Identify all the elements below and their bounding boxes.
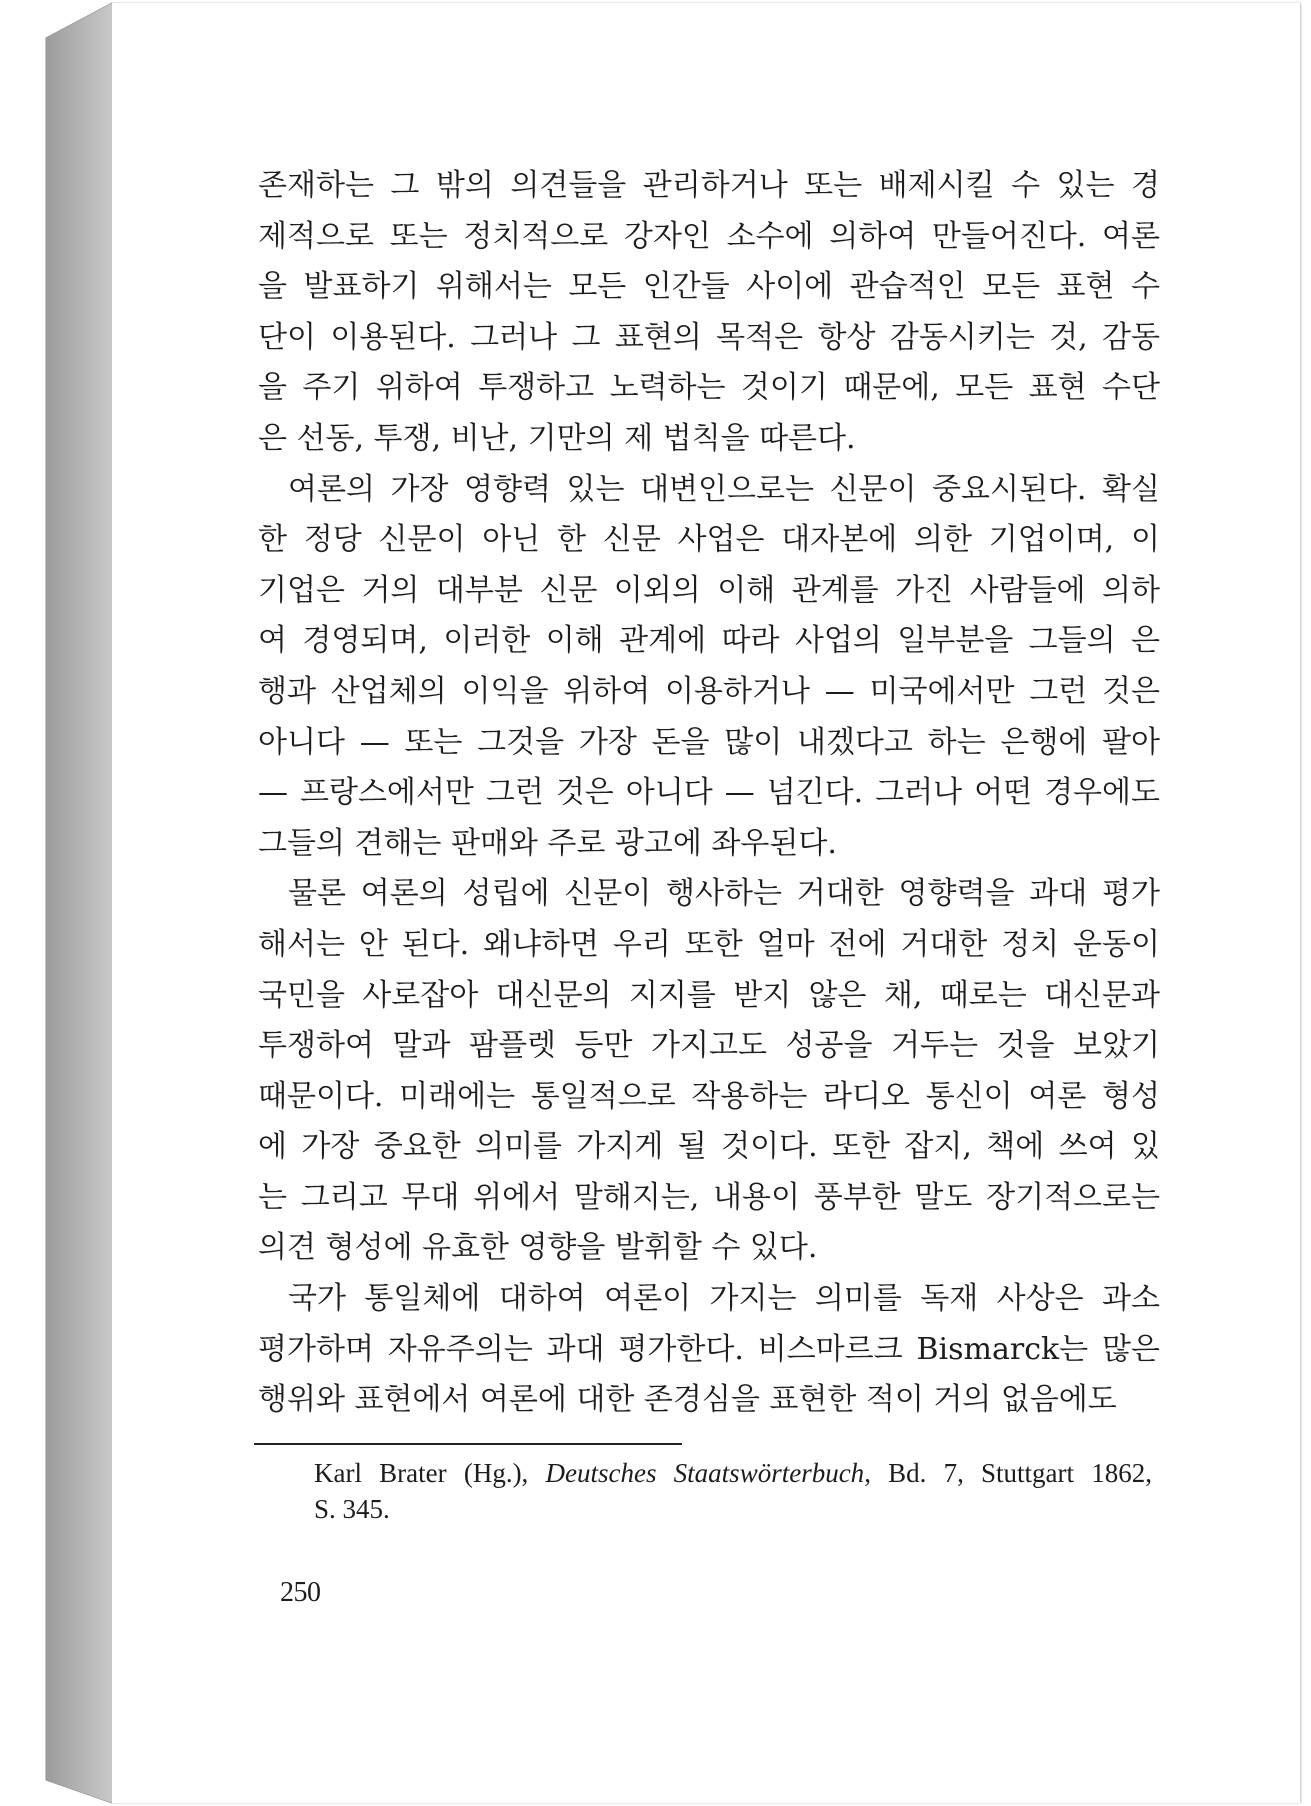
paragraph <box>258 465 1160 870</box>
footnote-author: Karl Brater (Hg.), <box>314 1458 546 1488</box>
text-line: 여 경영되며, 이러한 이해 관계에 따라 사업의 일부분을 그들의 은 <box>258 623 1160 659</box>
text-line: 물론 여론의 성립에 신문이 행사하는 거대한 영향력을 과대 평가 <box>288 876 1160 912</box>
text-line: 을 발표하기 위해서는 모든 인간들 사이에 관습적인 모든 표현 수 <box>258 269 1160 305</box>
footnote <box>314 1455 1152 1527</box>
text-line: 에 가장 중요한 의미를 가지게 될 것이다. 또한 잡지, 책에 쓰여 있 <box>258 1129 1160 1165</box>
text-line: 해서는 안 된다. 왜냐하면 우리 또한 얼마 전에 거대한 정치 운동이 <box>258 926 1160 962</box>
paragraph <box>258 161 1160 465</box>
paragraph <box>258 1274 1160 1426</box>
text-line: 아니다 — 또는 그것을 가장 돈을 많이 내겠다고 하는 은행에 팔아 <box>258 724 1160 760</box>
text-line: 때문이다. 미래에는 통일적으로 작용하는 라디오 통신이 여론 형성 <box>258 1078 1160 1114</box>
text-line: 단이 이용된다. 그러나 그 표현의 목적은 항상 감동시키는 것, 감동 <box>258 319 1160 355</box>
text-line: 투쟁하여 말과 팜플렛 등만 가지고도 성공을 거두는 것을 보았기 <box>258 1028 1160 1064</box>
footnote-details: , Bd. 7, Stuttgart 1862, <box>864 1458 1152 1488</box>
text-line: — 프랑스에서만 그런 것은 아니다 — 넘긴다. 그러나 어떤 경우에도 <box>258 775 1160 811</box>
text-line: 기업은 거의 대부분 신문 이외의 이해 관계를 가진 사람들에 의하 <box>258 572 1160 608</box>
footnote-divider <box>254 1443 682 1445</box>
text-line: 국가 통일체에 대하여 여론이 가지는 의미를 독재 사상은 과소 <box>288 1281 1160 1317</box>
text-line: 의견 형성에 유효한 영향을 발휘할 수 있다. <box>258 1230 818 1266</box>
footnote-line-2: S. 345. <box>314 1494 390 1524</box>
text-line: 는 그리고 무대 위에서 말해지는, 내용이 풍부한 말도 장기적으로는 <box>258 1179 1160 1215</box>
book-page <box>112 3 1300 1803</box>
text-line: 국민을 사로잡아 대신문의 지지를 받지 않은 채, 때로는 대신문과 <box>258 977 1160 1013</box>
text-line: 행과 산업체의 이익을 위하여 이용하거나 — 미국에서만 그런 것은 <box>258 673 1160 709</box>
text-line: 평가하며 자유주의는 과대 평가한다. 비스마르크 Bismarck는 많은 <box>258 1331 1160 1367</box>
text-line: 여론의 가장 영향력 있는 대변인으로는 신문이 중요시된다. 확실 <box>288 471 1160 507</box>
paragraph <box>258 869 1160 1274</box>
text-line: 그들의 견해는 판매와 주로 광고에 좌우된다. <box>258 825 837 861</box>
text-line: 제적으로 또는 정치적으로 강자인 소수에 의하여 만들어진다. 여론 <box>258 218 1160 254</box>
text-line: 존재하는 그 밖의 의견들을 관리하거나 또는 배제시킬 수 있는 경 <box>258 168 1160 203</box>
page-number: 250 <box>280 1577 321 1608</box>
text-line: 을 주기 위하여 투쟁하고 노력하는 것이기 때문에, 모든 표현 수단 <box>258 370 1160 406</box>
body-text <box>258 161 1160 1426</box>
text-line: 은 선동, 투쟁, 비난, 기만의 제 법칙을 따른다. <box>258 420 856 456</box>
footnote-title: Deutsches Staatswörterbuch <box>545 1458 865 1488</box>
footnote-line-1 <box>314 1455 1152 1491</box>
text-line: 한 정당 신문이 아닌 한 신문 사업은 대자본에 의한 기업이며, 이 <box>258 522 1160 558</box>
text-line: 행위와 표현에서 여론에 대한 존경심을 표현한 적이 거의 없음에도 <box>258 1382 1117 1418</box>
